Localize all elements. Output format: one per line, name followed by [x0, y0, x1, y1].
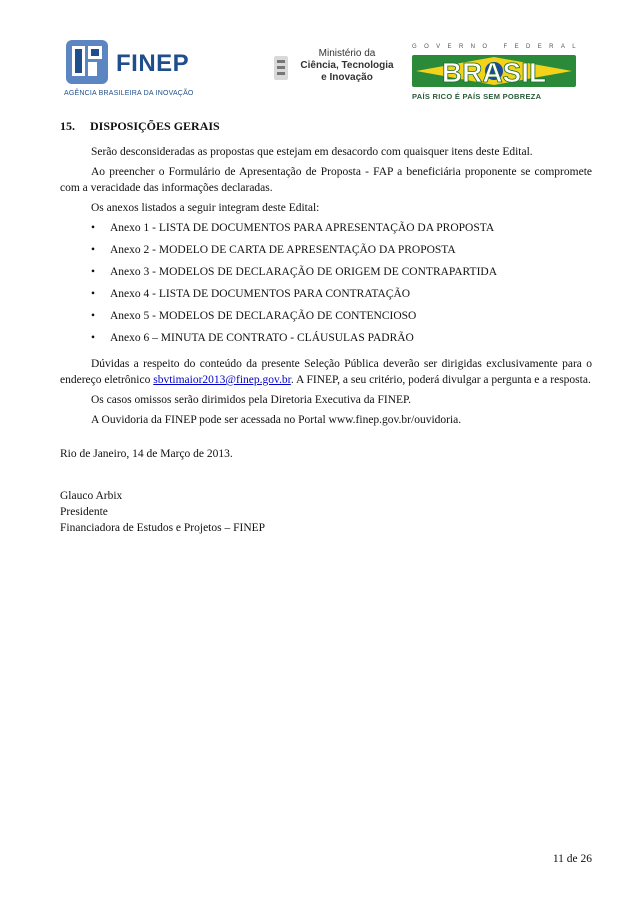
- bullet-icon: •: [91, 332, 96, 344]
- paragraph-5: Os casos omissos serão dirimidos pela Diretoria Executiva da FINEP.: [91, 394, 412, 406]
- finep-wordmark: FINEP: [116, 50, 190, 77]
- paragraph-1: Serão desconsideradas as propostas que estejam em desacordo com quaisquer itens deste Edital.: [91, 146, 533, 158]
- annex-label: Anexo 5 - MODELOS DE DECLARAÇÃO DE CONTENCIOSO: [110, 310, 417, 322]
- governo-federal-label: GOVERNO FEDERAL: [412, 44, 584, 50]
- governo-slogan: PAÍS RICO É PAÍS SEM POBREZA: [412, 92, 542, 101]
- signatory-role: Presidente: [60, 506, 108, 518]
- annex-label: Anexo 2 - MODELO DE CARTA DE APRESENTAÇÃO DA PROPOSTA: [110, 244, 456, 256]
- annex-item: [60, 220, 592, 242]
- annex-label: Anexo 6 – MINUTA DE CONTRATO - CLÁUSULAS PADRÃO: [110, 332, 414, 344]
- paragraph-4: [60, 356, 592, 388]
- page-number: 11 de 26: [552, 853, 592, 865]
- annex-item: [60, 286, 592, 308]
- paragraph-4-text-after: . A FINEP, a seu critério, poderá divulgar a pergunta e a resposta.: [290, 374, 591, 386]
- annex-item: [60, 330, 592, 352]
- signatory-name: Glauco Arbix: [60, 490, 123, 502]
- section-title: DISPOSIÇÕES GERAIS: [90, 119, 220, 133]
- email-link[interactable]: sbvtimaior2013@finep.gov.br: [153, 374, 291, 386]
- annex-label: Anexo 1 - LISTA DE DOCUMENTOS PARA APRESENTAÇÃO DA PROPOSTA: [110, 222, 495, 234]
- annex-list: [60, 220, 592, 352]
- finep-tagline: AGÊNCIA BRASILEIRA DA INOVAÇÃO: [64, 90, 194, 97]
- bullet-icon: •: [91, 310, 96, 322]
- annex-label: Anexo 4 - LISTA DE DOCUMENTOS PARA CONTRATAÇÃO: [110, 288, 411, 300]
- annex-item: [60, 264, 592, 286]
- signatory-organization: Financiadora de Estudos e Projetos – FINEP: [60, 522, 266, 534]
- annex-item: [60, 308, 592, 330]
- ministry-line-1: Ministério da: [318, 48, 376, 59]
- paragraph-6: A Ouvidoria da FINEP pode ser acessada no Portal www.finep.gov.br/ouvidoria.: [91, 414, 462, 426]
- bullet-icon: •: [91, 288, 96, 300]
- ministry-line-3: e Inovação: [321, 72, 373, 83]
- ministry-logo: [272, 48, 400, 96]
- brasil-wordmark-icon: [412, 53, 576, 89]
- ministry-emblem-icon: [272, 54, 290, 82]
- brasil-text: BRASIL: [441, 57, 547, 88]
- page-header: [0, 0, 638, 110]
- finep-logo: [64, 38, 214, 102]
- paragraph-2: Ao preencher o Formulário de Apresentação de Proposta - FAP a beneficiária proponente se compromete com a veracidade das informações declaradas.: [60, 166, 592, 194]
- section-heading: [60, 118, 592, 134]
- ministry-name: [294, 48, 400, 84]
- annex-item: [60, 242, 592, 264]
- ministry-line-2: Ciência, Tecnologia: [300, 60, 394, 71]
- paragraph-4-text-before: Dúvidas a respeito do conteúdo da presente Seleção Pública deverão ser dirigidas exclusivamente para o endereço eletrônico: [60, 358, 592, 386]
- finep-logo-mark: [64, 38, 110, 86]
- document-body: [60, 118, 592, 536]
- bullet-icon: •: [91, 266, 96, 278]
- place-date: Rio de Janeiro, 14 de Março de 2013.: [60, 448, 233, 460]
- paragraph-3: Os anexos listados a seguir integram deste Edital:: [91, 202, 320, 214]
- signature-block: [60, 488, 592, 536]
- annex-label: Anexo 3 - MODELOS DE DECLARAÇÃO DE ORIGEM DE CONTRAPARTIDA: [110, 266, 498, 278]
- section-number: 15.: [60, 119, 75, 133]
- governo-federal-logo: [412, 44, 584, 102]
- bullet-icon: •: [91, 222, 96, 234]
- bullet-icon: •: [91, 244, 96, 256]
